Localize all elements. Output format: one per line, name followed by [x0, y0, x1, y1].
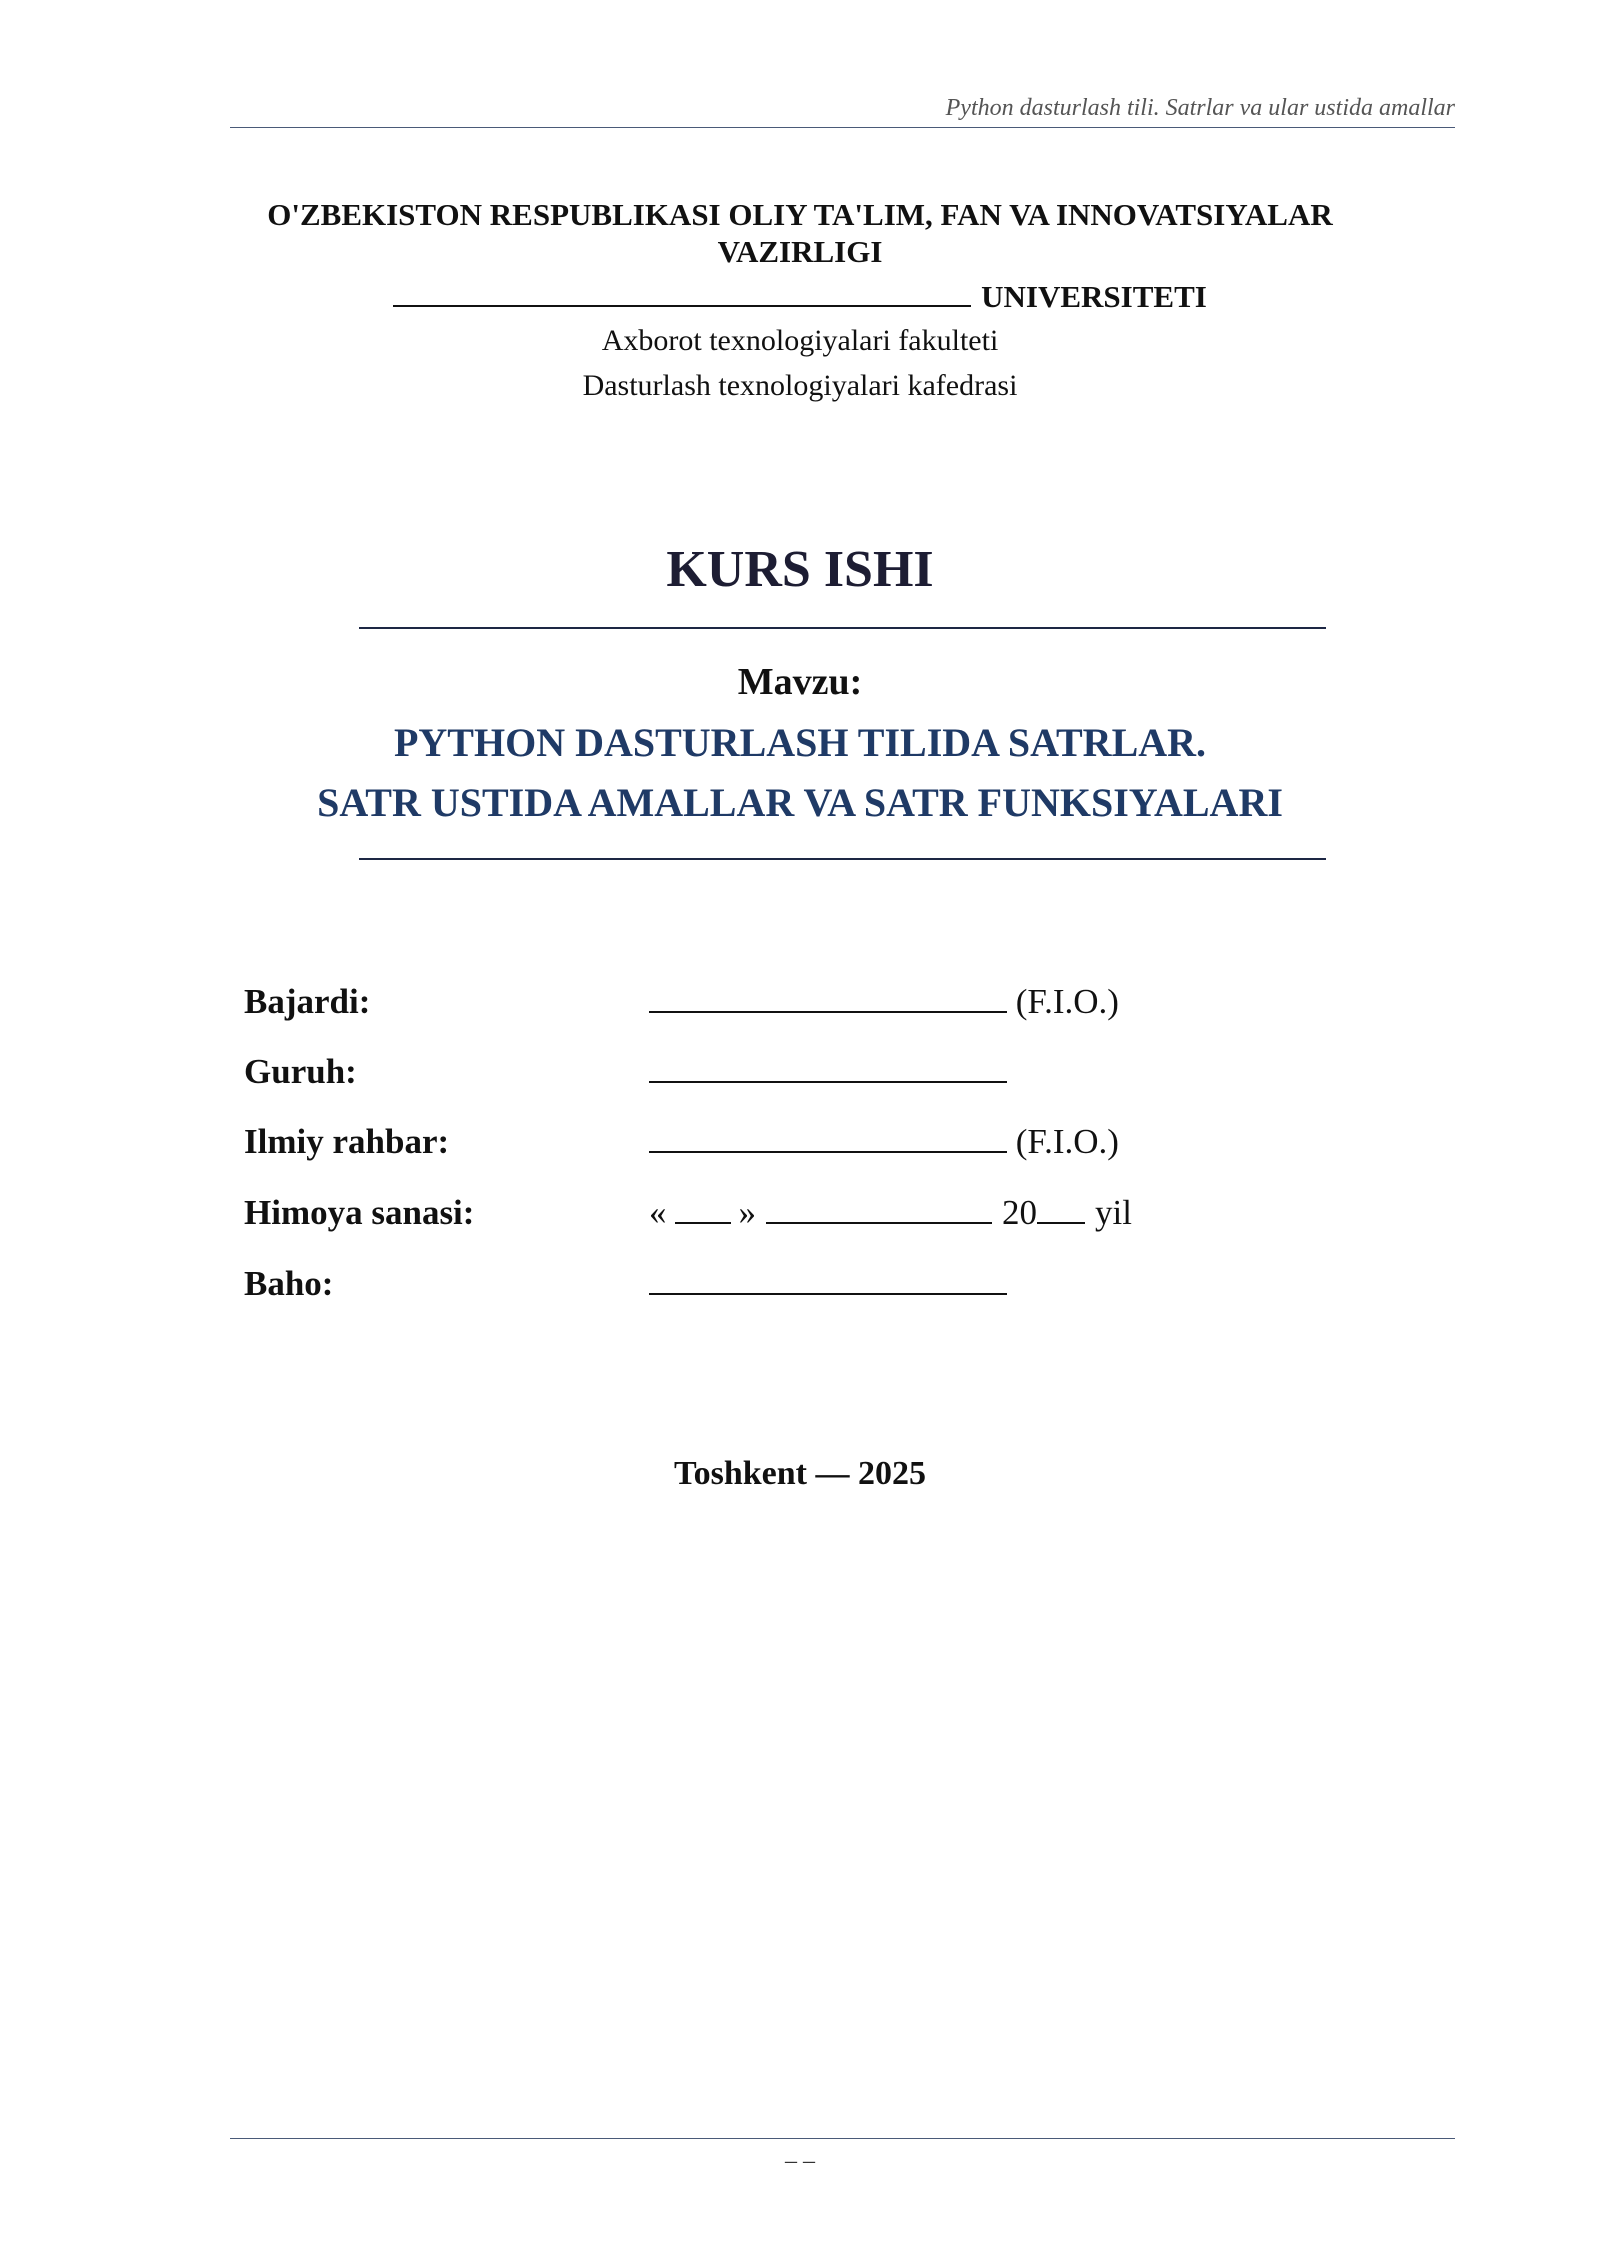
supervisor-blank — [649, 1123, 1007, 1153]
supervisor-note: (F.I.O.) — [1015, 1122, 1119, 1161]
defense-date-label: Himoya sanasi: — [244, 1193, 475, 1232]
date-open-quote: « — [649, 1193, 667, 1232]
performed-by-label: Bajardi: — [244, 982, 371, 1021]
topic-line-2: SATR USTIDA AMALLAR VA SATR FUNKSIYALARI — [317, 780, 1283, 825]
supervisor-label: Ilmiy rahbar: — [244, 1122, 450, 1161]
topic-line-1: PYTHON DASTURLASH TILIDA SATRLAR. — [393, 720, 1207, 765]
performed-by-value — [649, 982, 1119, 1022]
ministry-name-line-1: O'ZBEKISTON RESPUBLIKASI OLIY TA'LIM, FAN VA INNOVATSIYALAR — [267, 197, 1333, 232]
topic-label: Mavzu: — [737, 661, 863, 703]
grade-value — [649, 1264, 1007, 1304]
university-line — [0, 279, 1600, 315]
month-blank — [766, 1194, 992, 1224]
defense-date-value — [649, 1193, 1132, 1233]
university-name-blank — [393, 279, 971, 307]
page-number: – – — [785, 2148, 815, 2174]
faculty-name: Axborot texnologiyalari fakulteti — [601, 324, 999, 357]
header-divider — [230, 127, 1455, 128]
performed-by-blank — [649, 983, 1007, 1013]
year-suffix: yil — [1095, 1193, 1132, 1232]
grade-blank — [649, 1265, 1007, 1295]
running-header: Python dasturlash tili. Satrlar va ular ustida amallar — [945, 95, 1455, 121]
title-divider-top — [359, 627, 1326, 629]
group-blank — [649, 1053, 1007, 1083]
ministry-name-line-2: VAZIRLIGI — [717, 234, 883, 269]
date-close-quote: » — [738, 1193, 756, 1232]
performed-by-note: (F.I.O.) — [1015, 982, 1119, 1021]
year-blank — [1037, 1194, 1085, 1224]
department-name: Dasturlash texnologiyalari kafedrasi — [582, 369, 1018, 402]
supervisor-value — [649, 1122, 1119, 1162]
day-blank — [675, 1194, 731, 1224]
year-prefix: 20 — [1002, 1193, 1037, 1232]
grade-label: Baho: — [244, 1264, 334, 1303]
footer-divider — [230, 2138, 1455, 2139]
title-divider-bottom — [359, 858, 1326, 860]
group-label: Guruh: — [244, 1052, 357, 1091]
document-title: KURS ISHI — [666, 541, 934, 598]
university-suffix: UNIVERSITETI — [981, 279, 1207, 314]
group-value — [649, 1052, 1007, 1092]
city-year: Toshkent — 2025 — [674, 1455, 926, 1492]
